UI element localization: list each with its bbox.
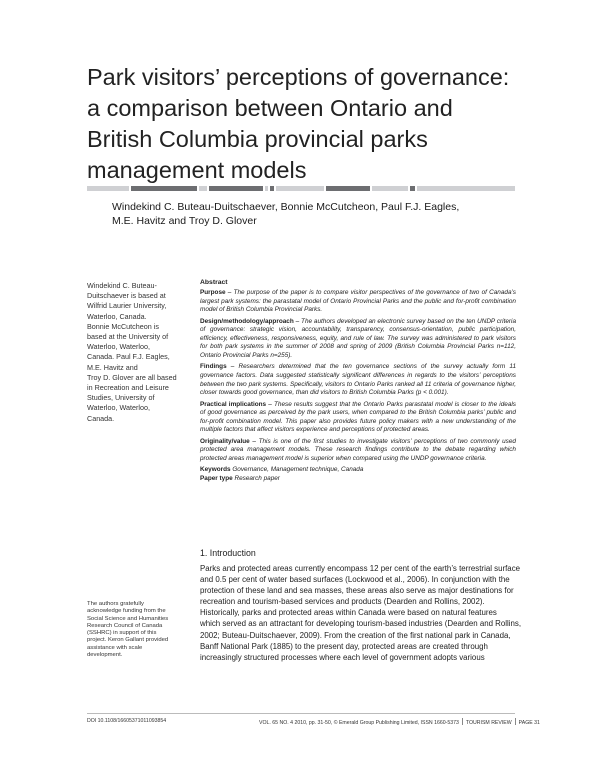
- abstract-keywords: [200, 466, 516, 475]
- abstract-text: Research paper: [232, 474, 280, 482]
- funding-line: The authors gratefully: [87, 601, 144, 607]
- affiliation-line: Wilfrid Laurier University,: [87, 301, 167, 311]
- abstract-practical: [200, 401, 516, 435]
- abstract-label: Practical implications: [200, 400, 267, 408]
- divider-segment: [87, 186, 129, 191]
- body-line: protection of these land and sea masses, these areas also serve as major destinations for: [200, 586, 514, 596]
- paper-title: [87, 62, 557, 186]
- affiliation-line: Windekind C. Buteau-: [87, 281, 157, 290]
- divider-segment: [265, 186, 268, 191]
- section-heading: 1. Introduction: [200, 548, 256, 558]
- abstract-paper-type: [200, 475, 516, 484]
- affiliation-line: Canada.: [87, 413, 115, 423]
- abstract: [200, 279, 516, 484]
- affiliation-line: Waterloo, Canada.: [87, 311, 147, 321]
- title-line: Park visitors’ perceptions of governance:: [87, 64, 510, 90]
- affiliation-line: Bonnie McCutcheon is: [87, 321, 159, 331]
- decorative-divider: [87, 186, 515, 191]
- abstract-heading: Abstract: [200, 279, 228, 286]
- footer-page-number: PAGE 31: [518, 720, 540, 726]
- affiliation-line: Studies, University of: [87, 393, 155, 403]
- footer-divider: [87, 713, 515, 714]
- author-line: M.E. Havitz and Troy D. Glover: [112, 215, 257, 227]
- funding-line: acknowledge funding from the: [87, 608, 166, 615]
- body-line: 2002; Buteau-Duitschaever, 2009). From the creation of the first national park in Canada,: [200, 630, 511, 640]
- affiliation-line: based at the University of: [87, 332, 169, 342]
- abstract-text: Governance, Management technique, Canada: [230, 466, 364, 474]
- divider-segment: [209, 186, 263, 191]
- affiliation-line: Duitschaever is based at: [87, 291, 166, 301]
- abstract-text: – Researchers determined that the ten governance sections of the survey actually form 11 governance factors. Data suggested statistically significant differences in regards to the visitors’ perceptions between the two park systems. Specifically, visitors to Ontario Parks ranked all 11 criteria of governance higher, closer towards good governance, than did visitors to British Columbia Parks (p < 0.001).: [200, 363, 516, 397]
- body-line: and 0.5 per cent of water based surfaces (Lockwood et al., 2006). In conjunction with the: [200, 575, 510, 585]
- title-line: British Columbia provincial parks: [87, 126, 428, 152]
- divider-segment: [131, 186, 197, 191]
- funding-line: assistance with scale: [87, 644, 143, 651]
- body-line: increasingly structured processes where each level of government adopts various: [200, 652, 485, 662]
- abstract-text: – This is one of the first studies to investigate visitors’ perceptions of two commonly used protected area management models. These research findings contribute to the debate regarding which protected areas management model is superior when compared using the UNDP governance criteria.: [200, 437, 516, 462]
- funding-line: project. Keron Gallant provided: [87, 637, 169, 644]
- abstract-label: Paper type: [200, 474, 233, 482]
- author-affiliations: [87, 281, 187, 424]
- author-line: Windekind C. Buteau-Duitschaever, Bonnie McCutcheon, Paul F.J. Eagles,: [112, 201, 460, 213]
- affiliation-line: Waterloo, Waterloo,: [87, 342, 150, 352]
- abstract-text: – The purpose of the paper is to compare visitor perspectives of the governance of two of Canada’s largest park systems: the parastatal model of Ontario Provincial Parks and the public and for-profit combination model of British Columbia Provincial Parks.: [200, 289, 516, 314]
- funding-line: Social Science and Humanities: [87, 615, 169, 622]
- title-line: management models: [87, 157, 307, 183]
- funding-note: [87, 601, 187, 659]
- affiliation-line: Troy D. Glover are all based: [87, 372, 177, 382]
- divider-segment: [417, 186, 515, 191]
- divider-segment: [270, 186, 274, 191]
- abstract-text: – The authors developed an electronic survey based on the ten UNDP criteria of governance: strategic vision, accountability, transparency, consensus-orientation, public participation, efficiency, effectiveness, responsiveness, equity, and rule of law. The survey was administered to park visitors for both park systems in the summer of 2008 and spring of 2009 (British Columbia Provincial Parks n=112, Ontario Provincial Parks n=255).: [200, 317, 516, 360]
- abstract-text: – These results suggest that the Ontario Parks parastatal model is closer to the ideals of good governance as perceived by the park users, when compared to the British Columbia parks’ public and for-profit combination model. This paper also provides future policy makers with a new understanding of the multiple factors that affect visitors experience and perceptions of protected areas.: [200, 400, 516, 434]
- abstract-label: Purpose: [200, 289, 226, 297]
- funding-line: Research Council of Canada: [87, 622, 163, 629]
- footer-separator: [515, 718, 516, 725]
- affiliation-line: M.E. Havitz and: [87, 362, 138, 372]
- body-line: Banff National Park (1885) to the present day, protected areas are created through: [200, 641, 488, 651]
- abstract-findings: [200, 363, 516, 397]
- body-line: Parks and protected areas currently encompass 12 per cent of the earth’s terrestrial surface: [200, 564, 521, 573]
- divider-segment: [372, 186, 408, 191]
- footer-citation-block: [259, 718, 540, 726]
- footer-journal: TOURISM REVIEW: [465, 720, 512, 726]
- abstract-label: Design/methodology/approach: [200, 317, 294, 325]
- abstract-label: Keywords: [200, 466, 231, 474]
- abstract-label: Findings: [200, 363, 227, 371]
- abstract-originality: [200, 438, 516, 464]
- abstract-label: Originality/value: [200, 437, 250, 445]
- divider-segment: [276, 186, 324, 191]
- footer-separator: [462, 718, 463, 725]
- title-line: a comparison between Ontario and: [87, 95, 453, 121]
- abstract-design: [200, 318, 516, 361]
- affiliation-line: Canada. Paul F.J. Eagles,: [87, 352, 170, 362]
- affiliation-line: in Recreation and Leisure: [87, 383, 169, 393]
- author-list: [112, 200, 512, 228]
- footer-citation: VOL. 65 NO. 4 2010, pp. 31-50, © Emerald Group Publishing Limited, ISSN 1660-5373: [259, 720, 459, 726]
- divider-segment: [326, 186, 370, 191]
- divider-segment: [199, 186, 207, 191]
- body-line: which served as an attractant for developing tourism-based industries (Dearden and Rollins,: [200, 619, 522, 629]
- introduction-text: [200, 563, 522, 663]
- funding-line: (SSHRC) in support of this: [87, 630, 157, 637]
- body-line: recreation and tourism-based services and products (Dearden and Rollins, 2002).: [200, 597, 485, 607]
- body-line: Historically, parks and protected areas within Canada were based on natural features: [200, 608, 497, 618]
- affiliation-line: Waterloo, Waterloo,: [87, 403, 150, 413]
- funding-line: development.: [87, 652, 123, 659]
- footer-doi: DOI 10.1108/16605371011093854: [87, 718, 167, 724]
- abstract-purpose: [200, 289, 516, 315]
- divider-segment: [410, 186, 415, 191]
